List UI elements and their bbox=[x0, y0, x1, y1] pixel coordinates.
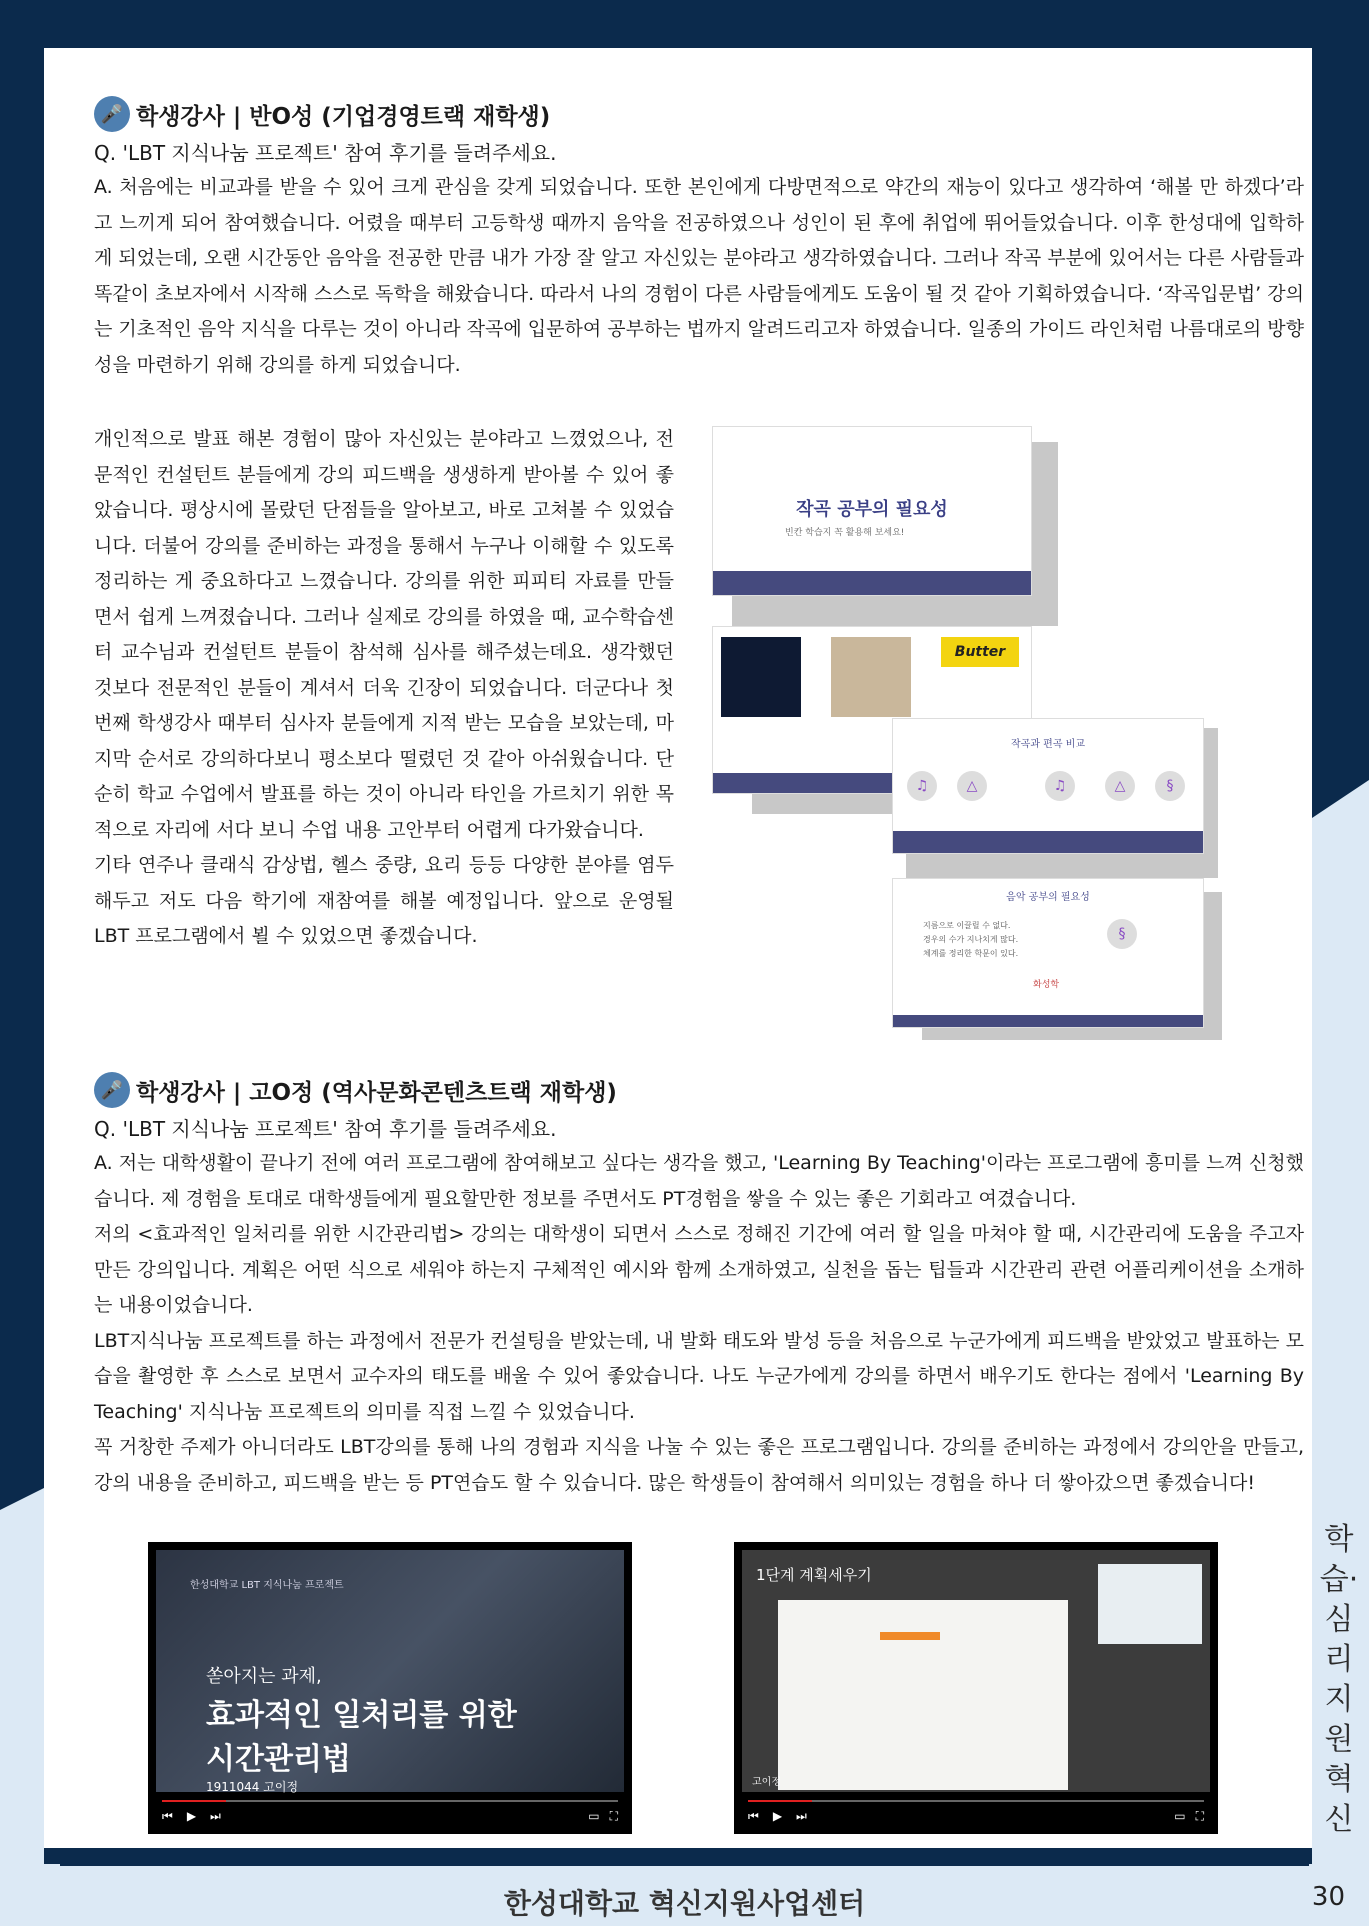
slide-label: 화성학 bbox=[1033, 980, 1060, 990]
chord-icon: § bbox=[1155, 771, 1185, 801]
video-controls bbox=[748, 1806, 1204, 1826]
slide-title: 작곡 공부의 필요성 bbox=[796, 499, 948, 520]
slide-collage bbox=[712, 426, 1272, 1026]
answer-paragraph: 꼭 거창한 주제가 아니더라도 LBT강의를 통해 나의 경험과 지식을 나눌 수 있는 좋은 프로그램입니다. 강의를 준비하는 과정에서 강의안을 만들고, 강의 내용을 준비하고, 피드백을 받는 등 PT연습도 할 수 있습니다. 많은 학생들이 참여해서 의미있는 경험을 하나 더 쌓아갔으면 좋겠습니다! bbox=[94, 1436, 1304, 1494]
slide-title: 작곡과 편곡 비교 bbox=[1011, 739, 1085, 750]
video-screen[interactable] bbox=[156, 1550, 624, 1792]
slide-bullet: 경우의 수가 지나치게 많다. bbox=[923, 935, 1019, 944]
video-title-line: 쏟아지는 과제, bbox=[206, 1666, 322, 1687]
side-category-label: 학습·심리지원혁신 bbox=[1319, 1522, 1359, 1837]
bottom-bar bbox=[44, 1848, 1312, 1864]
slide-music-study-necessity bbox=[892, 878, 1204, 1028]
video-title-line: 효과적인 일처리를 위한 bbox=[206, 1698, 517, 1733]
column-text bbox=[94, 422, 674, 955]
slide-composition-vs-arrangement bbox=[892, 718, 1204, 854]
slide-bullet: 체계를 정리한 학문이 있다. bbox=[923, 949, 1019, 958]
video-player-time-management[interactable] bbox=[148, 1542, 632, 1834]
slide-bar bbox=[893, 1015, 1203, 1027]
slide-composition-necessity bbox=[712, 426, 1032, 596]
slide-bullets bbox=[923, 919, 1018, 961]
answer-paragraph: 저의 <효과적인 일처리를 위한 시간관리법> 강의는 대학생이 되면서 스스로 정해진 기간에 여러 할 일을 마쳐야 할 때, 시간관리에 도움을 주고자 만든 강의입니다. 계획은 어떤 식으로 세워야 하는지 구체적인 예시와 함께 소개하였고, 실천을 돕는 팁들과 시간관리 관련 어플리케이션을 소개하는 내용이었습니다. bbox=[94, 1223, 1305, 1316]
question: Q. 'LBT 지식나눔 프로젝트' 참여 후기를 들려주세요. bbox=[94, 1117, 557, 1141]
slide-bar bbox=[713, 571, 1031, 595]
microphone-icon: 🎤 bbox=[94, 96, 130, 132]
video-title: 1단계 계획세우기 bbox=[756, 1566, 872, 1584]
night-sky-thumbnail bbox=[721, 637, 801, 717]
column-paragraph: 기타 연주나 클래식 감상법, 헬스 중량, 요리 등등 다양한 분야를 염두해두고 저도 다음 학기에 재참여를 해볼 예정입니다. 앞으로 운영될 LBT 프로그램에서 뵐 수 있었으면 좋겠습니다. bbox=[94, 854, 674, 947]
skip-back-icon[interactable]: ⏮ bbox=[748, 1808, 759, 1823]
chord-icon: § bbox=[1107, 919, 1137, 949]
metronome-icon: △ bbox=[957, 771, 987, 801]
section-speaker-2 bbox=[94, 1070, 1304, 1501]
video-player-planning[interactable] bbox=[734, 1542, 1218, 1834]
answer-paragraph: A. 저는 대학생활이 끝나기 전에 여러 프로그램에 참여해보고 싶다는 생각을 했고, 'Learning By Teaching'이라는 프로그램에 흥미를 느껴 신청했습니다. 제 경험을 토대로 대학생들에게 필요할만한 정보를 주면서도 PT경험을 쌓을 수 있는 좋은 기회라고 여겼습니다. bbox=[94, 1152, 1304, 1210]
microphone-icon: 🎤 bbox=[94, 1072, 130, 1108]
speaker-heading bbox=[94, 94, 1304, 134]
section-speaker-1 bbox=[94, 94, 1304, 383]
answer-paragraph: A. 처음에는 비교과를 받을 수 있어 크게 관심을 갖게 되었습니다. 또한 본인에게 다방면적으로 약간의 재능이 있다고 생각하여 ‘해볼 만 하겠다’라고 느끼게 되어 참여했습니다. 어렸을 때부터 고등학생 때까지 음악을 전공하였으나 성인이 된 후에 취업에 뛰어들었습니다. 이후 한성대에 입학하게 되었는데, 오랜 시간동안 음악을 전공한 만큼 내가 가장 잘 알고 자신있는 분야라고 생각하였습니다. 그러나 작곡 부분에 있어서는 다른 사람들과 똑같이 초보자에서 시작해 스스로 독학을 해왔습니다. 따라서 나의 경험이 다른 사람들에게도 도움이 될 것 같아 기획하였습니다. ‘작곡입문법’ 강의는 기초적인 음악 지식을 다루는 것이 아니라 작곡에 입문하여 공부하는 법까지 알려드리고자 하였습니다. 일종의 가이드 라인처럼 나름대로의 방향성을 마련하기 위해 강의를 하게 되었습니다. bbox=[94, 176, 1304, 376]
slide-subtitle: 빈칸 학습지 꼭 활용해 보세요! bbox=[785, 528, 905, 538]
presenter-camera bbox=[1098, 1564, 1202, 1644]
music-note-icon: ♫ bbox=[1045, 771, 1075, 801]
page-content bbox=[44, 48, 1312, 1848]
orange-arrow bbox=[880, 1632, 940, 1640]
video-brand: 한성대학교 LBT 지식나눔 프로젝트 bbox=[190, 1580, 344, 1591]
answer-paragraph: LBT지식나눔 프로젝트를 하는 과정에서 전문가 컨설팅을 받았는데, 내 발화 태도와 발성 등을 처음으로 누군가에게 피드백을 받았었고 발표하는 모습을 촬영한 후 스스로 보면서 교수자의 태도를 배울 수 있어 좋았습니다. 나도 누군가에게 강의를 하면서 배우기도 한다는 점에서 'Learning By Teaching' 지식나눔 프로젝트의 의미를 직접 느낄 수 있었습니다. bbox=[94, 1329, 1304, 1423]
album-thumbnail bbox=[831, 637, 911, 717]
play-icon[interactable]: ▶ bbox=[772, 1809, 783, 1823]
fullscreen-icon[interactable]: ⛶ bbox=[1195, 1808, 1204, 1823]
page-number: 30 bbox=[1311, 1882, 1345, 1912]
skip-forward-icon[interactable]: ⏭ bbox=[210, 1808, 221, 1823]
video-screen[interactable] bbox=[742, 1550, 1210, 1792]
video-footer: 고이정 bbox=[752, 1777, 781, 1788]
fullscreen-icon[interactable]: ⛶ bbox=[609, 1808, 618, 1823]
skip-forward-icon[interactable]: ⏭ bbox=[796, 1808, 807, 1823]
planner-document bbox=[778, 1600, 1068, 1790]
video-title-line: 시간관리법 bbox=[206, 1742, 351, 1777]
play-icon[interactable]: ▶ bbox=[186, 1809, 197, 1823]
theater-mode-icon[interactable]: ▭ bbox=[1174, 1808, 1186, 1823]
speaker-name: 학생강사 | 반O성 (기업경영트랙 재학생) bbox=[136, 103, 551, 130]
video-progress-bar[interactable] bbox=[162, 1800, 618, 1802]
footer-title: 한성대학교 혁신지원사업센터 bbox=[503, 1887, 866, 1920]
speaker-heading bbox=[94, 1070, 1304, 1110]
column-paragraph: 개인적으로 발표 해본 경험이 많아 자신있는 분야라고 느꼈었으나, 전문적인 컨설턴트 분들에게 강의 피드백을 생생하게 받아볼 수 있어 좋았습니다. 평상시에 몰랐던 단점들을 알아보고, 바로 고쳐볼 수 있었습니다. 더불어 강의를 준비하는 과정을 통해서 누구나 이해할 수 있도록 정리하는 게 중요하다고 느꼈습니다. 강의를 위한 피피티 자료를 만들면서 쉽게 느껴졌습니다. 그러나 실제로 강의를 하였을 때, 교수학습센터 교수님과 컨설턴트 분들이 참석해 심사를 해주셨는데요. 생각했던 것보다 전문적인 분들이 계셔서 더욱 긴장이 되었습니다. 더군다나 첫 번째 학생강사 때부터 심사자 분들에게 지적 받는 모습을 보았는데, 마지막 순서로 강의하다보니 평소보다 떨렸던 것 같아 아쉬웠습니다. 단순히 학교 수업에서 발표를 하는 것이 아니라 타인을 가르치기 위한 목적으로 자리에 서다 보니 수업 내용 고안부터 어렵게 다가왔습니다. bbox=[94, 428, 674, 841]
slide-title: 음악 공부의 필요성 bbox=[1006, 892, 1090, 903]
metronome-icon: △ bbox=[1105, 771, 1135, 801]
skip-back-icon[interactable]: ⏮ bbox=[162, 1808, 173, 1823]
slide-bar bbox=[893, 831, 1203, 853]
video-controls bbox=[162, 1806, 618, 1826]
question: Q. 'LBT 지식나눔 프로젝트' 참여 후기를 들려주세요. bbox=[94, 141, 557, 165]
speaker-name: 학생강사 | 고O정 (역사문화콘텐츠트랙 재학생) bbox=[136, 1079, 617, 1106]
slide-bullet: 지름으로 이끌릴 수 없다. bbox=[923, 921, 1011, 930]
video-presenter: 1911044 고이정 bbox=[206, 1780, 299, 1794]
theater-mode-icon[interactable]: ▭ bbox=[588, 1808, 600, 1823]
music-note-icon: ♫ bbox=[907, 771, 937, 801]
video-progress-bar[interactable] bbox=[748, 1800, 1204, 1802]
butter-thumbnail: Butter bbox=[941, 637, 1019, 667]
